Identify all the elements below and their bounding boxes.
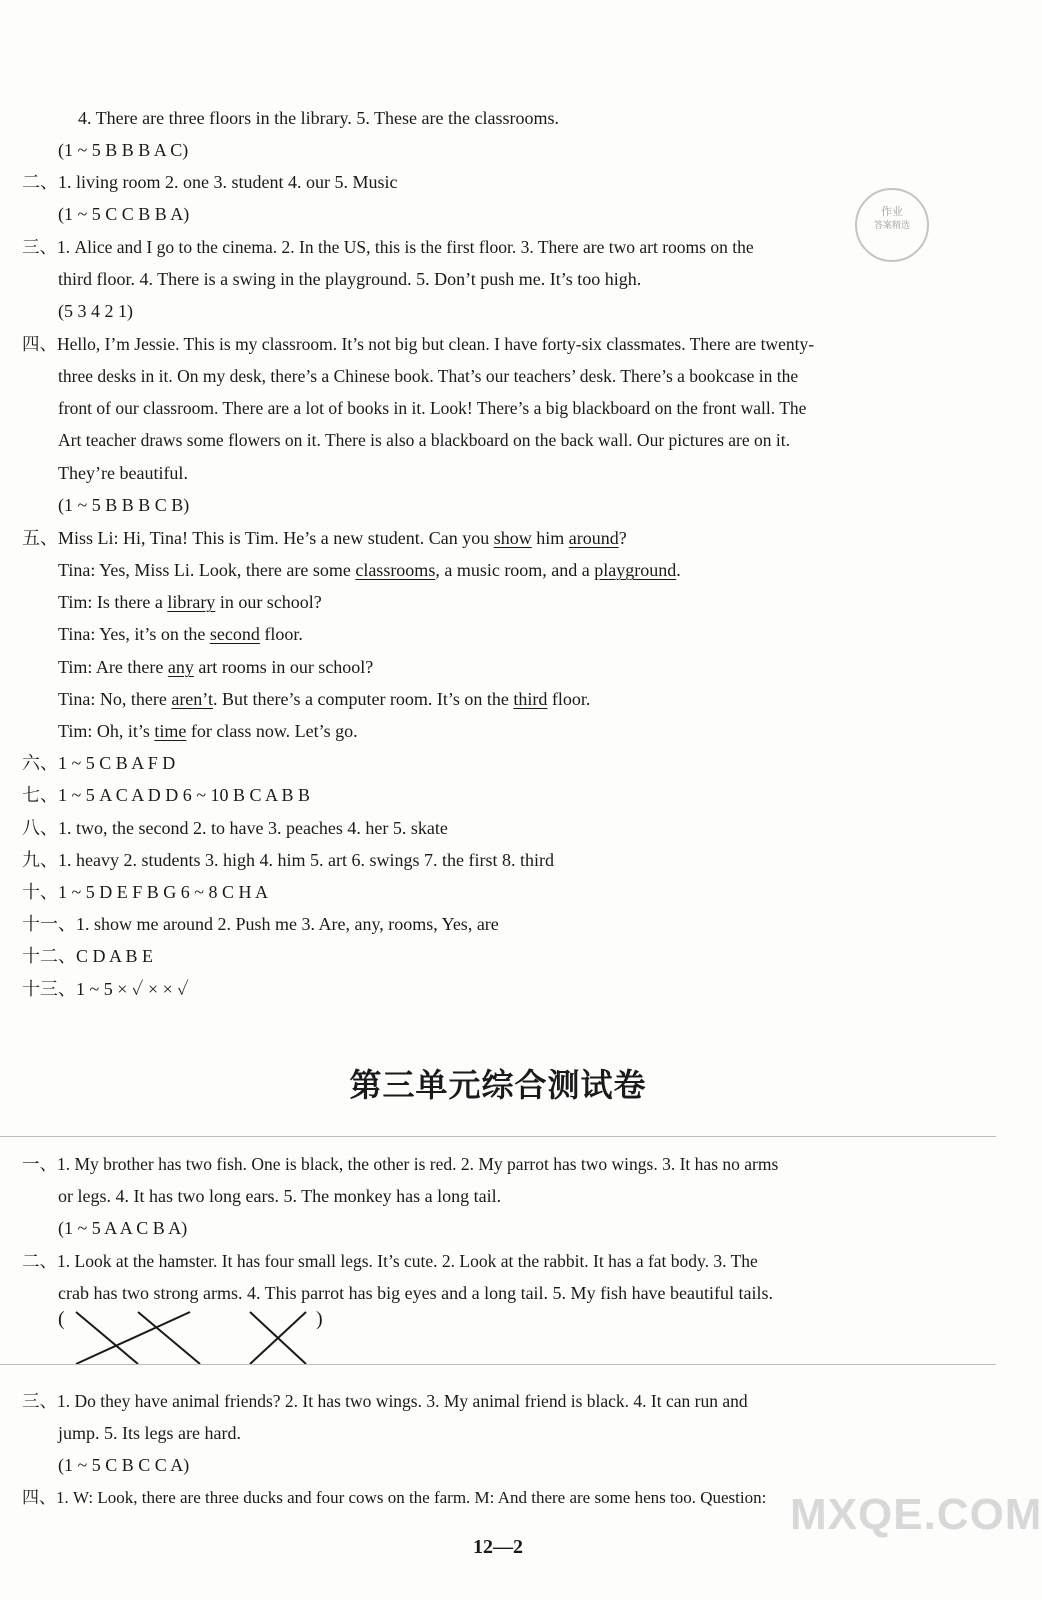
divider	[0, 1136, 996, 1137]
answer-line: 十一、1. show me around 2. Push me 3. Are, any, rooms, Yes, are	[22, 914, 499, 934]
dialogue-line: Tina: No, there aren’t. But there’s a computer room. It’s on the third floor.	[58, 689, 591, 709]
answer-line: (1 ~ 5 C C B B A)	[58, 204, 190, 224]
answer-line: 四、1. W: Look, there are three ducks and four cows on the farm. M: And there are some hens too. Question:	[22, 1488, 767, 1507]
answer-line: third floor. 4. There is a swing in the playground. 5. Don’t push me. It’s too high.	[58, 269, 642, 289]
matching-lines	[70, 1308, 330, 1368]
answer-line: (1 ~ 5 B B B C B)	[58, 495, 190, 515]
page-number: 12—2	[473, 1536, 523, 1558]
answer-line: 二、1. living room 2. one 3. student 4. our 5. Music	[22, 172, 398, 192]
dialogue-line: Tina: Yes, it’s on the second floor.	[58, 624, 303, 644]
answer-line: 十三、1 ~ 5 × ✓ × × ✓	[22, 979, 189, 999]
divider	[0, 1364, 996, 1365]
answer-line: Art teacher draws some flowers on it. There is also a blackboard on the back wall. Our pictures are on it.	[58, 430, 791, 450]
answer-line: 四、Hello, I’m Jessie. This is my classroom. It’s not big but clean. I have forty-six classmates. There are twenty-	[22, 334, 815, 354]
dialogue-line: Tim: Is there a library in our school?	[58, 592, 322, 612]
watermark-logo: MXQE.COM	[790, 1490, 1042, 1539]
answer-line: 三、1. Do they have animal friends? 2. It has two wings. 3. My animal friend is black. 4. It can run and	[22, 1391, 748, 1411]
answer-line: jump. 5. Its legs are hard.	[58, 1423, 241, 1443]
answer-line: 4. There are three floors in the library. 5. These are the classrooms.	[78, 108, 559, 128]
answer-line: (1 ~ 5 B B B A C)	[58, 140, 189, 160]
answer-line: crab has two strong arms. 4. This parrot has big eyes and a long tail. 5. My fish have beautiful tails.	[58, 1283, 774, 1303]
answer-line: (5 3 4 2 1)	[58, 301, 133, 321]
dialogue-line: Tim: Oh, it’s time for class now. Let’s go.	[58, 721, 358, 741]
dialogue-line: 五、Miss Li: Hi, Tina! This is Tim. He’s a new student. Can you show him around?	[22, 528, 627, 548]
paren-close: )	[316, 1308, 323, 1330]
answer-line: 二、1. Look at the hamster. It has four small legs. It’s cute. 2. Look at the rabbit. It has a fat body. 3. The	[22, 1251, 758, 1271]
page-title: 第三单元综合测试卷	[349, 1066, 647, 1104]
answer-line: 七、1 ~ 5 A C A D D 6 ~ 10 B C A B B	[22, 785, 311, 805]
homework-stamp-icon: 作业 答案精选	[855, 188, 929, 262]
answer-line: 三、1. Alice and I go to the cinema. 2. In the US, this is the first floor. 3. There are two art rooms on the	[22, 237, 754, 257]
dialogue-line: Tim: Are there any art rooms in our school?	[58, 657, 374, 677]
paren-open: (	[58, 1308, 65, 1330]
answer-line: (1 ~ 5 C B C C A)	[58, 1455, 190, 1475]
answer-line: They’re beautiful.	[58, 463, 188, 483]
answer-line: 一、1. My brother has two fish. One is black, the other is red. 2. My parrot has two wings. 3. It has no arms	[22, 1154, 779, 1174]
answer-line: 六、1 ~ 5 C B A F D	[22, 753, 176, 773]
answer-line: 十二、C D A B E	[22, 946, 154, 966]
answer-line: or legs. 4. It has two long ears. 5. The monkey has a long tail.	[58, 1186, 502, 1206]
answer-line: three desks in it. On my desk, there’s a Chinese book. That’s our teachers’ desk. There’s a bookcase in the	[58, 366, 799, 386]
answer-line: front of our classroom. There are a lot of books in it. Look! There’s a big blackboard on the front wall. The	[58, 398, 807, 418]
answer-line: 八、1. two, the second 2. to have 3. peaches 4. her 5. skate	[22, 818, 448, 838]
dialogue-line: Tina: Yes, Miss Li. Look, there are some classrooms, a music room, and a playground.	[58, 560, 681, 580]
answer-line: 九、1. heavy 2. students 3. high 4. him 5. art 6. swings 7. the first 8. third	[22, 850, 554, 870]
answer-line: 十、1 ~ 5 D E F B G 6 ~ 8 C H A	[22, 882, 268, 902]
answer-line: (1 ~ 5 A A C B A)	[58, 1218, 188, 1238]
